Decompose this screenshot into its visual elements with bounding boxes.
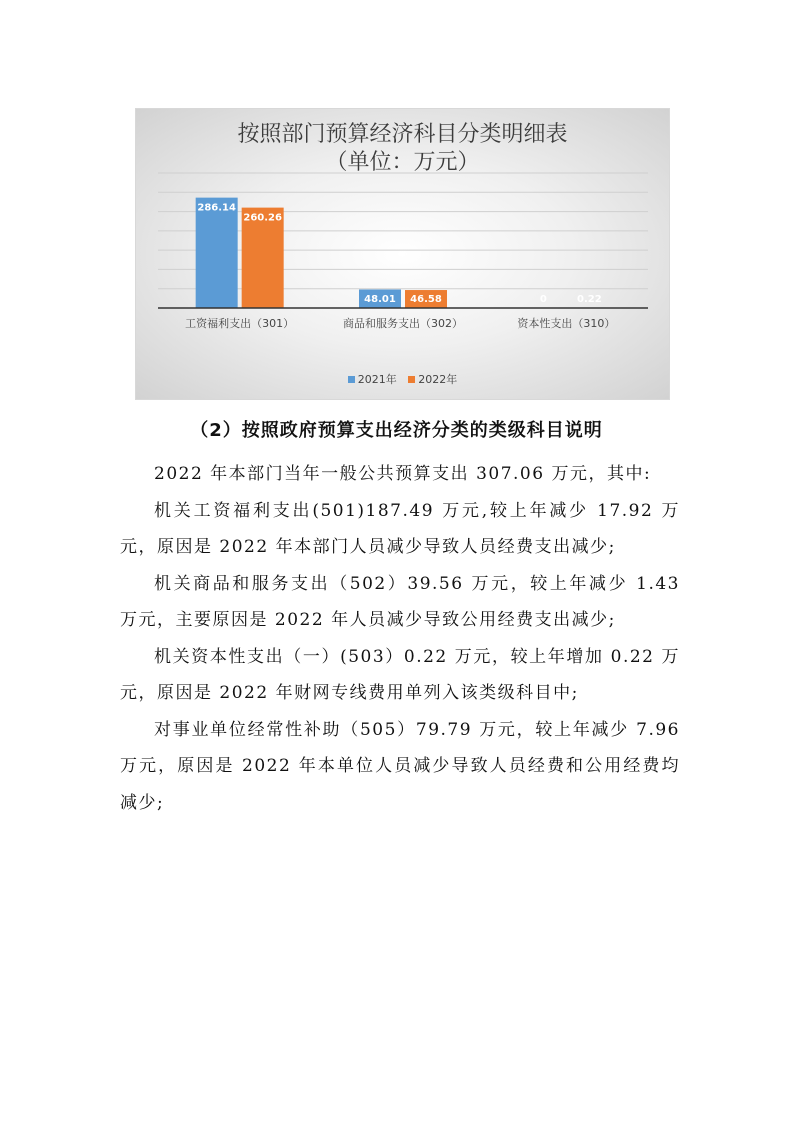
paragraph-total: 2022 年本部门当年一般公共预算支出 307.06 万元，其中: xyxy=(154,464,652,484)
data-label: 0 xyxy=(539,294,547,305)
data-label: 0.22 xyxy=(576,294,602,305)
legend-label-2022: 2022年 xyxy=(418,373,458,386)
legend-label-2021: 2021年 xyxy=(357,373,397,386)
chart-subtitle: （单位：万元） xyxy=(325,150,480,175)
paragraph-505: 对事业单位经常性补助（505）79.79 万元，较上年减少 7.96 万元，原因是 2022 年本单位人员减少导致人员经费和公用经费均减少; xyxy=(120,719,680,813)
paragraph-501: 机关工资福利支出(501)187.49 万元,较上年减少 17.92 万元，原因是 2022 年本部门人员减少导致人员经费支出减少; xyxy=(120,500,680,557)
paragraph-502: 机关商品和服务支出（502）39.56 万元，较上年减少 1.43 万元，主要原因是 2022 年人员减少导致公用经费支出减少; xyxy=(120,573,680,630)
chart-legend xyxy=(136,371,669,387)
data-label: 48.01 xyxy=(364,294,396,305)
legend-item-2021 xyxy=(348,371,397,387)
bar-2021年-0 xyxy=(196,198,238,308)
category-label: 工资福利支出（301） xyxy=(185,317,295,330)
body-text xyxy=(120,456,680,821)
data-label: 286.14 xyxy=(197,202,236,214)
chart-title: 按照部门预算经济科目分类明细表 xyxy=(237,122,568,147)
data-label: 46.58 xyxy=(410,294,442,305)
legend-item-2022 xyxy=(408,371,457,387)
category-label: 商品和服务支出（302） xyxy=(343,317,463,330)
legend-swatch-2021 xyxy=(348,376,355,383)
budget-chart xyxy=(135,108,670,400)
category-label: 资本性支出（310） xyxy=(517,317,616,330)
legend-swatch-2022 xyxy=(408,376,415,383)
data-label: 260.26 xyxy=(243,212,282,224)
paragraph-503: 机关资本性支出（一）(503）0.22 万元，较上年增加 0.22 万元，原因是 2022 年财网专线费用单列入该类级科目中; xyxy=(120,646,680,703)
section-heading: （2）按照政府预算支出经济分类的类级科目说明 xyxy=(190,420,603,441)
chart-plot xyxy=(136,109,669,399)
